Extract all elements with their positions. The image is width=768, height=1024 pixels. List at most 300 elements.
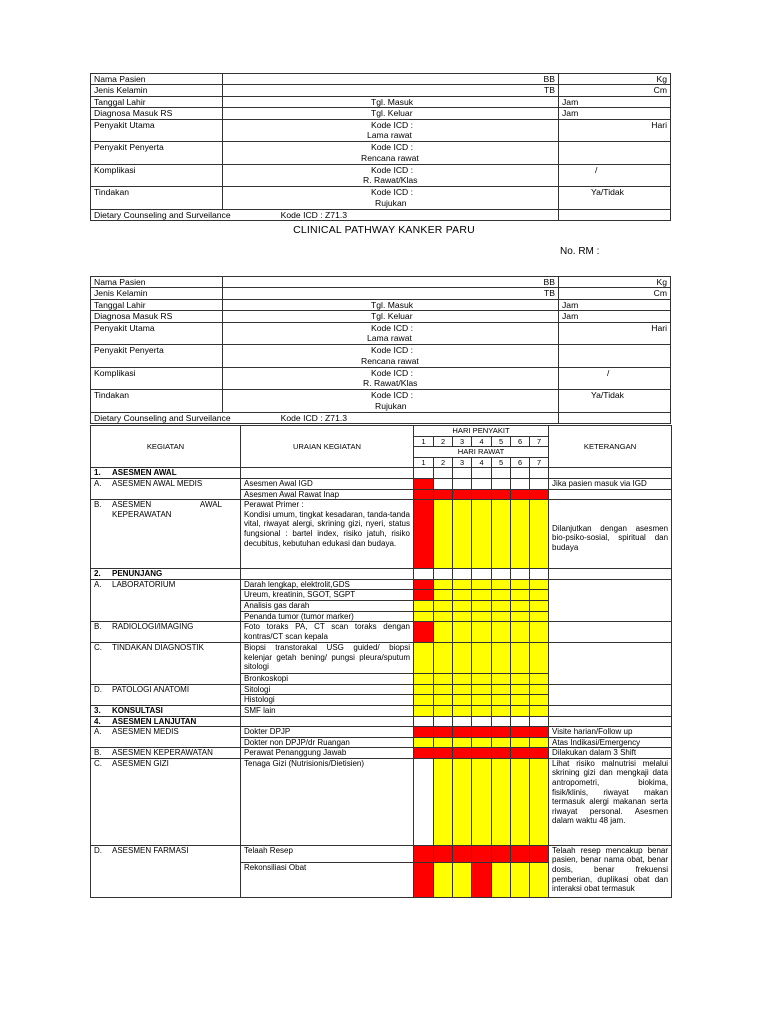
item-num: C.	[94, 643, 102, 653]
label-diagnosa: Diagnosa Masuk RS	[91, 311, 223, 322]
day-cell-yellow	[453, 737, 472, 748]
day-cell-empty	[453, 468, 472, 479]
day-cell-empty	[453, 716, 472, 727]
day-cell-yellow	[414, 684, 434, 695]
uraian-histologi: Histologi	[241, 695, 414, 706]
label-dietary: Dietary Counseling and Surveilance	[94, 412, 231, 423]
empty-cell	[549, 579, 672, 621]
empty-cell	[549, 489, 672, 500]
day-cell-empty	[414, 569, 434, 580]
day-header: 1	[414, 436, 434, 447]
label-ya-tidak: Ya/Tidak	[559, 390, 671, 413]
day-header: 2	[434, 457, 453, 468]
day-cell-empty	[453, 478, 472, 489]
page-title: CLINICAL PATHWAY KANKER PARU	[293, 224, 475, 236]
day-cell-yellow	[530, 622, 549, 643]
day-cell-yellow	[414, 600, 434, 611]
day-cell-red	[434, 727, 453, 738]
day-cell-red	[472, 489, 492, 500]
day-cell-yellow	[434, 611, 453, 622]
day-cell-red	[414, 622, 434, 643]
day-cell-red	[434, 489, 453, 500]
day-header: 5	[492, 436, 511, 447]
item-label: ASESMEN AWAL MEDIS	[112, 478, 203, 488]
empty-cell	[549, 643, 672, 685]
day-cell-yellow	[492, 684, 511, 695]
day-cell-yellow	[434, 590, 453, 601]
day-cell-yellow	[453, 862, 472, 897]
col-hari-rawat: HARI RAWAT	[414, 447, 549, 458]
label-kode-icd: Kode ICD :	[371, 322, 414, 333]
section-label: ASESMEN AWAL	[112, 468, 177, 478]
day-cell-red	[414, 727, 434, 738]
section-asesmen-awal	[91, 468, 241, 479]
label-nama-pasien: Nama Pasien	[91, 74, 223, 85]
item-num: C.	[94, 758, 102, 768]
day-cell-yellow	[453, 622, 472, 643]
uraian-biopsi: Biopsi transtorakal USG guided/ biopsi kelenjar getah bening/ pungsi pleura/sputum sitologi	[241, 643, 414, 674]
uraian-smf-lain: SMF lain	[241, 705, 414, 716]
day-cell-yellow	[414, 705, 434, 716]
item-num: B.	[94, 748, 102, 758]
day-cell-yellow	[530, 862, 549, 897]
section-label: PENUNJANG	[112, 569, 163, 579]
item-num: A.	[94, 478, 102, 488]
day-cell-yellow	[414, 695, 434, 706]
day-header: 6	[511, 436, 530, 447]
uraian-bronkoskopi: Bronkoskopi	[241, 674, 414, 685]
section-label: ASESMEN LANJUTAN	[112, 716, 197, 726]
label-bb: BB	[223, 277, 559, 288]
day-header: 5	[492, 457, 511, 468]
section-num: 1.	[94, 468, 101, 478]
day-header: 3	[453, 436, 472, 447]
day-cell-empty	[472, 468, 492, 479]
keterangan-bio-psiko: Dilanjutkan dengan asesmen bio-psiko-sosial, spiritual dan budaya	[549, 500, 672, 569]
section-asesmen-lanjutan	[91, 716, 241, 727]
day-cell-yellow	[453, 600, 472, 611]
item-num: B.	[94, 622, 102, 632]
label-kode-icd-z713: Kode ICD : Z71.3	[280, 412, 348, 423]
label-tb: TB	[223, 288, 559, 299]
day-cell-yellow	[530, 590, 549, 601]
day-cell-yellow	[530, 684, 549, 695]
day-cell-empty	[530, 716, 549, 727]
section-konsultasi	[91, 705, 241, 716]
label-penyakit-penyerta: Penyakit Penyerta	[91, 142, 223, 165]
label-lama-rawat: Lama rawat	[367, 130, 412, 141]
day-cell-yellow	[453, 695, 472, 706]
empty-cell	[559, 412, 671, 423]
uraian-asesmen-awal-igd: Asesmen Awal IGD	[241, 478, 414, 489]
label-kode-icd: Kode ICD :	[371, 367, 414, 378]
day-cell-red	[414, 489, 434, 500]
patient-info-table-2	[90, 276, 671, 424]
kegiatan-asesmen-medis	[91, 727, 241, 748]
label-tanggal-lahir: Tanggal Lahir	[91, 299, 223, 310]
day-cell-yellow	[511, 737, 530, 748]
label-jenis-kelamin: Jenis Kelamin	[91, 85, 223, 96]
day-cell-red	[414, 500, 434, 569]
day-cell-red	[492, 748, 511, 759]
day-cell-red	[453, 489, 472, 500]
label-cm: Cm	[559, 288, 671, 299]
day-cell-red	[414, 748, 434, 759]
day-cell-empty	[530, 569, 549, 580]
label-rujukan: Rujukan	[375, 400, 407, 411]
day-cell-yellow	[434, 500, 453, 569]
day-cell-yellow	[472, 695, 492, 706]
day-cell-yellow	[434, 862, 453, 897]
label-tgl-masuk: Tgl. Masuk	[223, 96, 559, 107]
day-cell-empty	[511, 478, 530, 489]
uraian-perawat-penanggung-jawab: Perawat Penanggung Jawab	[241, 748, 414, 759]
day-cell-red	[472, 748, 492, 759]
pathway-table	[90, 425, 672, 898]
day-cell-empty	[492, 468, 511, 479]
day-header: 3	[453, 457, 472, 468]
day-cell-yellow	[453, 590, 472, 601]
kode-icd-rujukan	[223, 390, 559, 413]
day-cell-yellow	[511, 705, 530, 716]
day-cell-empty	[414, 716, 434, 727]
no-rm-label: No. RM :	[560, 246, 600, 257]
day-cell-yellow	[453, 611, 472, 622]
label-kode-icd: Kode ICD :	[371, 345, 414, 356]
day-cell-empty	[434, 478, 453, 489]
day-cell-yellow	[511, 600, 530, 611]
label-bb: BB	[223, 74, 559, 85]
day-cell-yellow	[434, 684, 453, 695]
day-cell-yellow	[472, 737, 492, 748]
label-kode-icd: Kode ICD :	[371, 164, 414, 175]
keterangan-telaah-resep: Telaah resep mencakup benar pasien, benar nama obat, benar dosis, benar frekuensi pemberian, duplikasi obat dan interaksi obat termasuk	[549, 845, 672, 897]
label-tgl-keluar: Tgl. Keluar	[223, 311, 559, 322]
day-cell-empty	[530, 478, 549, 489]
day-cell-red	[472, 862, 492, 897]
keterangan-visite-harian: Visite harian/Follow up	[549, 727, 672, 738]
label-penyakit-penyerta: Penyakit Penyerta	[91, 345, 223, 368]
label-ya-tidak: Ya/Tidak	[559, 187, 671, 210]
item-label: ASESMEN FARMASI	[112, 845, 189, 855]
day-cell-empty	[472, 569, 492, 580]
day-cell-yellow	[530, 695, 549, 706]
day-cell-red	[511, 845, 530, 862]
day-cell-empty	[492, 716, 511, 727]
uraian-sitologi: Sitologi	[241, 684, 414, 695]
day-cell-red	[530, 748, 549, 759]
day-cell-yellow	[492, 600, 511, 611]
day-header: 2	[434, 436, 453, 447]
day-cell-yellow	[453, 705, 472, 716]
item-num: D.	[94, 845, 102, 855]
item-label: TINDAKAN DIAGNOSTIK	[112, 643, 205, 653]
day-cell-yellow	[472, 622, 492, 643]
label-kg: Kg	[559, 277, 671, 288]
day-cell-yellow	[434, 622, 453, 643]
label-penyakit-utama: Penyakit Utama	[91, 119, 223, 142]
day-cell-empty	[511, 569, 530, 580]
day-cell-red	[453, 748, 472, 759]
day-cell-yellow	[511, 684, 530, 695]
label-hari: Hari	[559, 322, 671, 345]
day-cell-yellow	[434, 600, 453, 611]
day-cell-yellow	[414, 737, 434, 748]
day-cell-red	[511, 489, 530, 500]
day-cell-yellow	[530, 737, 549, 748]
day-cell-yellow	[453, 500, 472, 569]
section-num: 2.	[94, 569, 101, 579]
day-cell-yellow	[472, 579, 492, 590]
day-cell-yellow	[434, 579, 453, 590]
day-cell-yellow	[511, 579, 530, 590]
empty-cell	[241, 716, 414, 727]
day-header: 7	[530, 457, 549, 468]
uraian-dokter-non-dpjp: Dokter non DPJP/dr Ruangan	[241, 737, 414, 748]
day-cell-yellow	[434, 643, 453, 674]
day-cell-yellow	[472, 684, 492, 695]
day-cell-yellow	[530, 611, 549, 622]
day-cell-red	[414, 579, 434, 590]
kode-icd-lama-rawat	[223, 119, 559, 142]
day-cell-yellow	[434, 758, 453, 845]
label-rencana-rawat: Rencana rawat	[361, 355, 419, 366]
day-cell-red	[472, 727, 492, 738]
kegiatan-asesmen-awal-keperawatan	[91, 500, 241, 569]
day-cell-empty	[414, 758, 434, 845]
day-cell-yellow	[530, 705, 549, 716]
day-cell-yellow	[472, 674, 492, 685]
section-num: 3.	[94, 705, 101, 715]
item-num: A.	[94, 579, 102, 589]
uraian-perawat-primer-title: Perawat Primer :	[244, 500, 304, 510]
day-cell-yellow	[453, 579, 472, 590]
empty-cell	[559, 209, 671, 220]
label-tanggal-lahir: Tanggal Lahir	[91, 96, 223, 107]
kode-icd-rencana-rawat	[223, 142, 559, 165]
day-cell-yellow	[492, 622, 511, 643]
uraian-perawat-primer	[241, 500, 414, 569]
day-cell-empty	[530, 468, 549, 479]
label-jam: Jam	[559, 311, 671, 322]
label-hari: Hari	[559, 119, 671, 142]
uraian-penanda-tumor: Penanda tumor (tumor marker)	[241, 611, 414, 622]
kegiatan-asesmen-gizi	[91, 758, 241, 845]
day-cell-empty	[511, 716, 530, 727]
day-cell-yellow	[492, 643, 511, 674]
empty-cell	[559, 142, 671, 165]
col-hari-penyakit: HARI PENYAKIT	[414, 426, 549, 437]
day-cell-red	[414, 478, 434, 489]
uraian-rekonsiliasi-obat: Rekonsiliasi Obat	[241, 862, 414, 897]
uraian-perawat-primer-detail: Kondisi umum, tingkat kesadaran, tanda-tanda vital, riwayat alergi, skrining gizi, nyeri, status fungsional : bartel index, risiko jatuh, risiko decubitus, kebutuhan edukasi dan budaya.	[244, 509, 410, 548]
label-tb: TB	[223, 85, 559, 96]
empty-cell	[241, 569, 414, 580]
day-cell-empty	[511, 468, 530, 479]
uraian-tenaga-gizi: Tenaga Gizi (Nutrisionis/Dietisien)	[241, 758, 414, 845]
label-kode-icd: Kode ICD :	[371, 390, 414, 401]
kode-icd-rawat-klas	[223, 164, 559, 187]
day-cell-yellow	[492, 674, 511, 685]
col-keterangan: KETERANGAN	[549, 426, 672, 468]
day-cell-red	[472, 845, 492, 862]
label-kode-icd: Kode ICD :	[371, 119, 414, 130]
day-cell-yellow	[472, 611, 492, 622]
day-cell-yellow	[492, 579, 511, 590]
day-cell-yellow	[453, 674, 472, 685]
day-cell-yellow	[511, 590, 530, 601]
label-kode-icd: Kode ICD :	[371, 142, 414, 153]
label-nama-pasien: Nama Pasien	[91, 277, 223, 288]
day-cell-yellow	[492, 500, 511, 569]
day-cell-yellow	[472, 600, 492, 611]
day-cell-yellow	[414, 611, 434, 622]
day-cell-red	[414, 862, 434, 897]
day-cell-red	[434, 748, 453, 759]
kode-icd-rencana-rawat	[223, 345, 559, 368]
day-cell-yellow	[530, 579, 549, 590]
label-slash: /	[559, 164, 671, 187]
day-cell-yellow	[530, 500, 549, 569]
day-cell-empty	[453, 569, 472, 580]
label-kode-icd-z713: Kode ICD : Z71.3	[280, 209, 348, 220]
day-cell-yellow	[511, 622, 530, 643]
label-jam: Jam	[559, 299, 671, 310]
label-slash: /	[559, 367, 671, 390]
kegiatan-radiologi	[91, 622, 241, 643]
day-cell-yellow	[414, 643, 434, 674]
day-cell-empty	[472, 478, 492, 489]
day-cell-yellow	[492, 611, 511, 622]
keterangan-igd: Jika pasien masuk via IGD	[549, 478, 672, 489]
day-cell-empty	[492, 569, 511, 580]
label-tgl-masuk: Tgl. Masuk	[223, 299, 559, 310]
day-cell-yellow	[472, 758, 492, 845]
dietary-row	[91, 209, 559, 220]
day-cell-red	[492, 727, 511, 738]
day-cell-empty	[472, 716, 492, 727]
day-cell-yellow	[511, 500, 530, 569]
empty-cell	[549, 569, 672, 580]
kegiatan-asesmen-farmasi	[91, 845, 241, 897]
label-komplikasi: Komplikasi	[91, 164, 223, 187]
label-kode-icd: Kode ICD :	[371, 187, 414, 198]
day-cell-empty	[434, 716, 453, 727]
kegiatan-laboratorium	[91, 579, 241, 621]
day-cell-red	[414, 845, 434, 862]
day-cell-red	[511, 727, 530, 738]
day-cell-yellow	[472, 705, 492, 716]
empty-cell	[549, 622, 672, 643]
kegiatan-patologi-anatomi	[91, 684, 241, 705]
item-label: LABORATORIUM	[112, 579, 176, 589]
label-komplikasi: Komplikasi	[91, 367, 223, 390]
day-cell-red	[453, 845, 472, 862]
label-rencana-rawat: Rencana rawat	[361, 152, 419, 163]
day-cell-yellow	[492, 705, 511, 716]
uraian-dokter-dpjp: Dokter DPJP	[241, 727, 414, 738]
label-jam: Jam	[559, 108, 671, 119]
day-cell-red	[434, 845, 453, 862]
kegiatan-tindakan-diagnostik	[91, 643, 241, 685]
day-header: 6	[511, 457, 530, 468]
day-cell-yellow	[472, 500, 492, 569]
section-penunjang	[91, 569, 241, 580]
uraian-darah-lengkap: Darah lengkap, elektrolit,GDS	[241, 579, 414, 590]
day-cell-red	[492, 489, 511, 500]
day-cell-yellow	[492, 862, 511, 897]
col-kegiatan: KEGIATAN	[91, 426, 241, 468]
day-cell-yellow	[511, 862, 530, 897]
day-cell-yellow	[511, 695, 530, 706]
label-jam: Jam	[559, 96, 671, 107]
day-header: 7	[530, 436, 549, 447]
patient-info-table-1	[90, 73, 671, 221]
label-tgl-keluar: Tgl. Keluar	[223, 108, 559, 119]
label-rujukan: Rujukan	[375, 197, 407, 208]
day-cell-yellow	[511, 758, 530, 845]
day-cell-yellow	[434, 705, 453, 716]
empty-cell	[549, 468, 672, 479]
empty-cell	[549, 705, 672, 716]
uraian-analisis-gas-darah: Analisis gas darah	[241, 600, 414, 611]
day-cell-red	[530, 845, 549, 862]
item-label: RADIOLOGI/IMAGING	[112, 622, 194, 632]
section-num: 4.	[94, 716, 101, 726]
empty-cell	[549, 684, 672, 705]
empty-cell	[549, 716, 672, 727]
day-cell-yellow	[434, 737, 453, 748]
day-cell-red	[492, 845, 511, 862]
uraian-ureum: Ureum, kreatinin, SGOT, SGPT	[241, 590, 414, 601]
label-kg: Kg	[559, 74, 671, 85]
uraian-telaah-resep: Telaah Resep	[241, 845, 414, 862]
day-cell-yellow	[472, 643, 492, 674]
kode-icd-lama-rawat	[223, 322, 559, 345]
label-penyakit-utama: Penyakit Utama	[91, 322, 223, 345]
day-header: 4	[472, 457, 492, 468]
label-dietary: Dietary Counseling and Surveilance	[94, 209, 231, 220]
day-cell-yellow	[530, 674, 549, 685]
item-label: ASESMEN AWAL KEPERAWATAN	[112, 500, 222, 519]
label-cm: Cm	[559, 85, 671, 96]
item-label: ASESMEN GIZI	[112, 758, 169, 768]
day-cell-yellow	[511, 643, 530, 674]
day-header: 1	[414, 457, 434, 468]
day-cell-yellow	[530, 643, 549, 674]
day-cell-yellow	[511, 674, 530, 685]
label-lama-rawat: Lama rawat	[367, 333, 412, 344]
label-tindakan: Tindakan	[91, 390, 223, 413]
day-cell-yellow	[453, 684, 472, 695]
section-label: KONSULTASI	[112, 705, 163, 715]
item-num: B.	[94, 500, 102, 510]
day-cell-empty	[434, 468, 453, 479]
col-uraian: URAIAN KEGIATAN	[241, 426, 414, 468]
kode-icd-rawat-klas	[223, 367, 559, 390]
day-cell-empty	[492, 478, 511, 489]
label-rawat-klas: R. Rawat/Klas	[363, 175, 418, 186]
kode-icd-rujukan	[223, 187, 559, 210]
day-cell-yellow	[434, 695, 453, 706]
label-diagnosa: Diagnosa Masuk RS	[91, 108, 223, 119]
empty-cell	[241, 468, 414, 479]
dietary-row	[91, 412, 559, 423]
uraian-asesmen-awal-rawat-inap: Asesmen Awal Rawat Inap	[241, 489, 414, 500]
kegiatan-asesmen-keperawatan	[91, 748, 241, 759]
day-cell-yellow	[492, 758, 511, 845]
day-cell-yellow	[492, 590, 511, 601]
